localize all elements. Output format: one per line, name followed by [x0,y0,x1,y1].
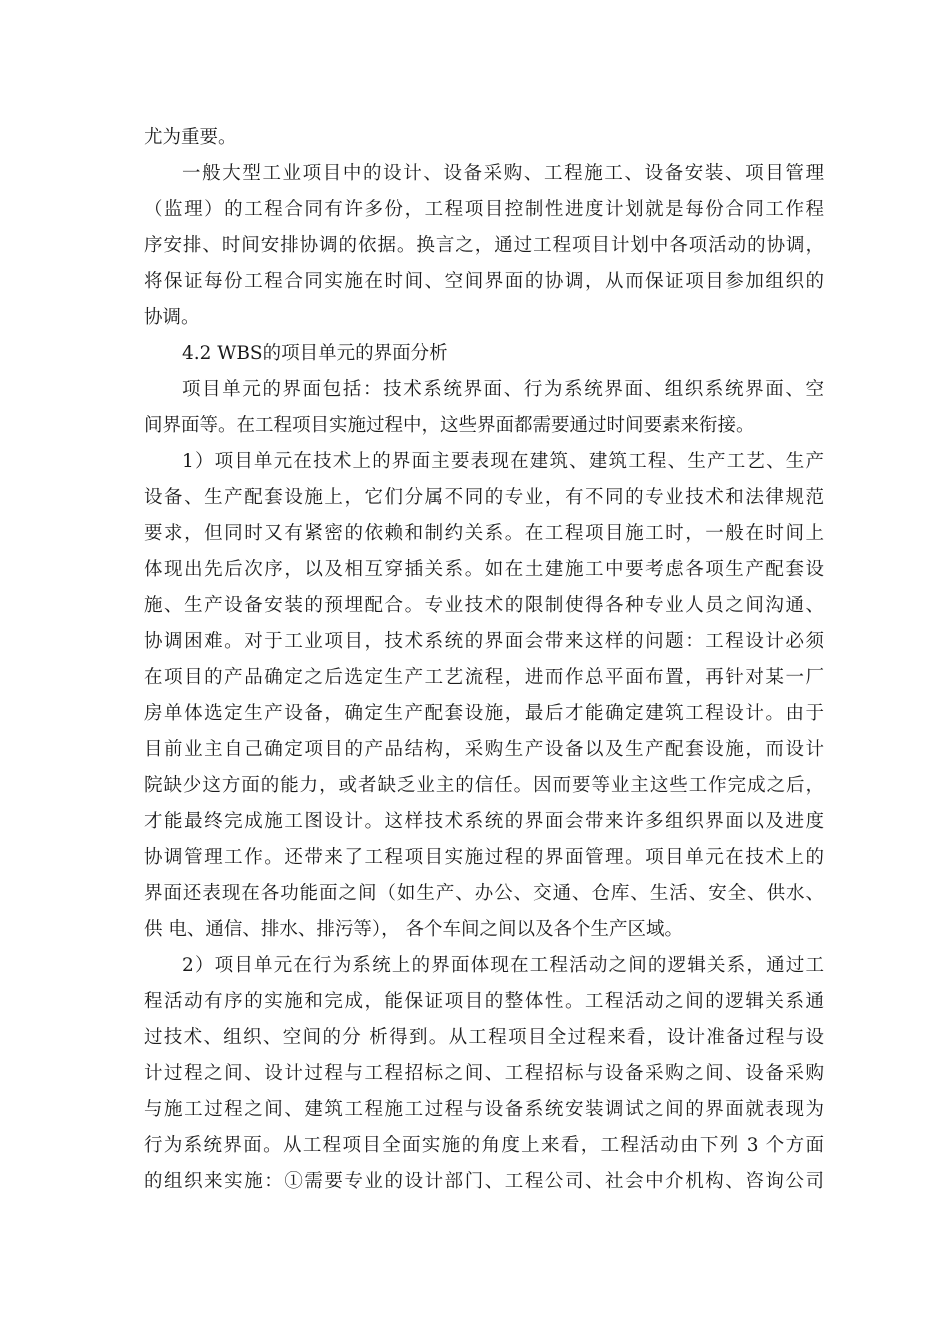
paragraph-line: 协调困难。对于工业项目，技术系统的界面会带来这样的问题：工程设计必须 [144,631,824,652]
text-line: 尤为重要。 [144,127,237,148]
paragraph-line: 序安排、时间安排协调的依据。换言之，通过工程项目计划中各项活动的协调， [144,235,824,256]
paragraph-line: 界面还表现在各功能面之间（如生产、办公、交通、仓库、生活、安全、供水、 [144,883,824,904]
paragraph-line: 院缺少这方面的能力，或者缺乏业主的信任。因而要等业主这些工作完成之后， [144,775,824,796]
paragraph-line: 将保证每份工程合同实施在时间、空间界面的协调，从而保证项目参加组织的 [144,271,824,292]
paragraph-line: 协调。 [144,307,200,328]
paragraph-line: 程活动有序的实施和完成，能保证项目的整体性。工程活动之间的逻辑关系通 [144,991,824,1012]
paragraph-line: 要求，但同时又有紧密的依赖和制约关系。在工程项目施工时，一般在时间上 [144,523,824,544]
paragraph-line: 在项目的产品确定之后选定生产工艺流程，进而作总平面布置，再针对某一厂 [144,667,824,688]
paragraph-line: 一般大型工业项目中的设计、设备采购、工程施工、设备安装、项目管理 [182,163,824,184]
paragraph-line: 间界面等。在工程项目实施过程中，这些界面都需要通过时间要素来衔接。 [144,415,755,436]
paragraph-line: 才能最终完成施工图设计。这样技术系统的界面会带来许多组织界面以及进度 [144,811,824,832]
paragraph-line: 房单体选定生产设备，确定生产配套设施，最后才能确定建筑工程设计。由于 [144,703,824,724]
paragraph-line: 计过程之间、设计过程与工程招标之间、工程招标与设备采购之间、设备采购 [144,1063,824,1084]
paragraph-line: 过技术、组织、空间的分 析得到。从工程项目全过程来看，设计准备过程与设 [144,1027,824,1048]
paragraph-line: 的组织来实施：①需要专业的设计部门、工程公司、社会中介机构、咨询公司 [144,1171,824,1192]
paragraph-line: 体现出先后次序，以及相互穿插关系。如在土建施工中要考虑各项生产配套设 [144,559,824,580]
paragraph-line: （监理）的工程合同有许多份，工程项目控制性进度计划就是每份合同工作程 [144,199,824,220]
paragraph-line: 1）项目单元在技术上的界面主要表现在建筑、建筑工程、生产工艺、生产 [182,451,824,472]
paragraph-line: 协调管理工作。还带来了工程项目实施过程的界面管理。项目单元在技术上的 [144,847,824,868]
paragraph-line: 供 电、通信、排水、排污等）， 各个车间之间以及各个生产区域。 [144,919,684,940]
paragraph-line: 设备、生产配套设施上，它们分属不同的专业，有不同的专业技术和法律规范 [144,487,824,508]
paragraph-line: 项目单元的界面包括：技术系统界面、行为系统界面、组织系统界面、空 [182,379,824,400]
paragraph-line: 2）项目单元在行为系统上的界面体现在工程活动之间的逻辑关系，通过工 [182,955,824,976]
paragraph-line: 施、生产设备安装的预埋配合。专业技术的限制使得各种专业人员之间沟通、 [144,595,824,616]
paragraph-line: 与施工过程之间、建筑工程施工过程与设备系统安装调试之间的界面就表现为 [144,1099,824,1120]
paragraph-line: 目前业主自己确定项目的产品结构，采购生产设备以及生产配套设施，而设计 [144,739,824,760]
paragraph-line: 行为系统界面。从工程项目全面实施的角度上来看，工程活动由下列 3 个方面 [144,1135,824,1156]
section-heading: 4.2 WBS的项目单元的界面分析 [182,343,448,364]
